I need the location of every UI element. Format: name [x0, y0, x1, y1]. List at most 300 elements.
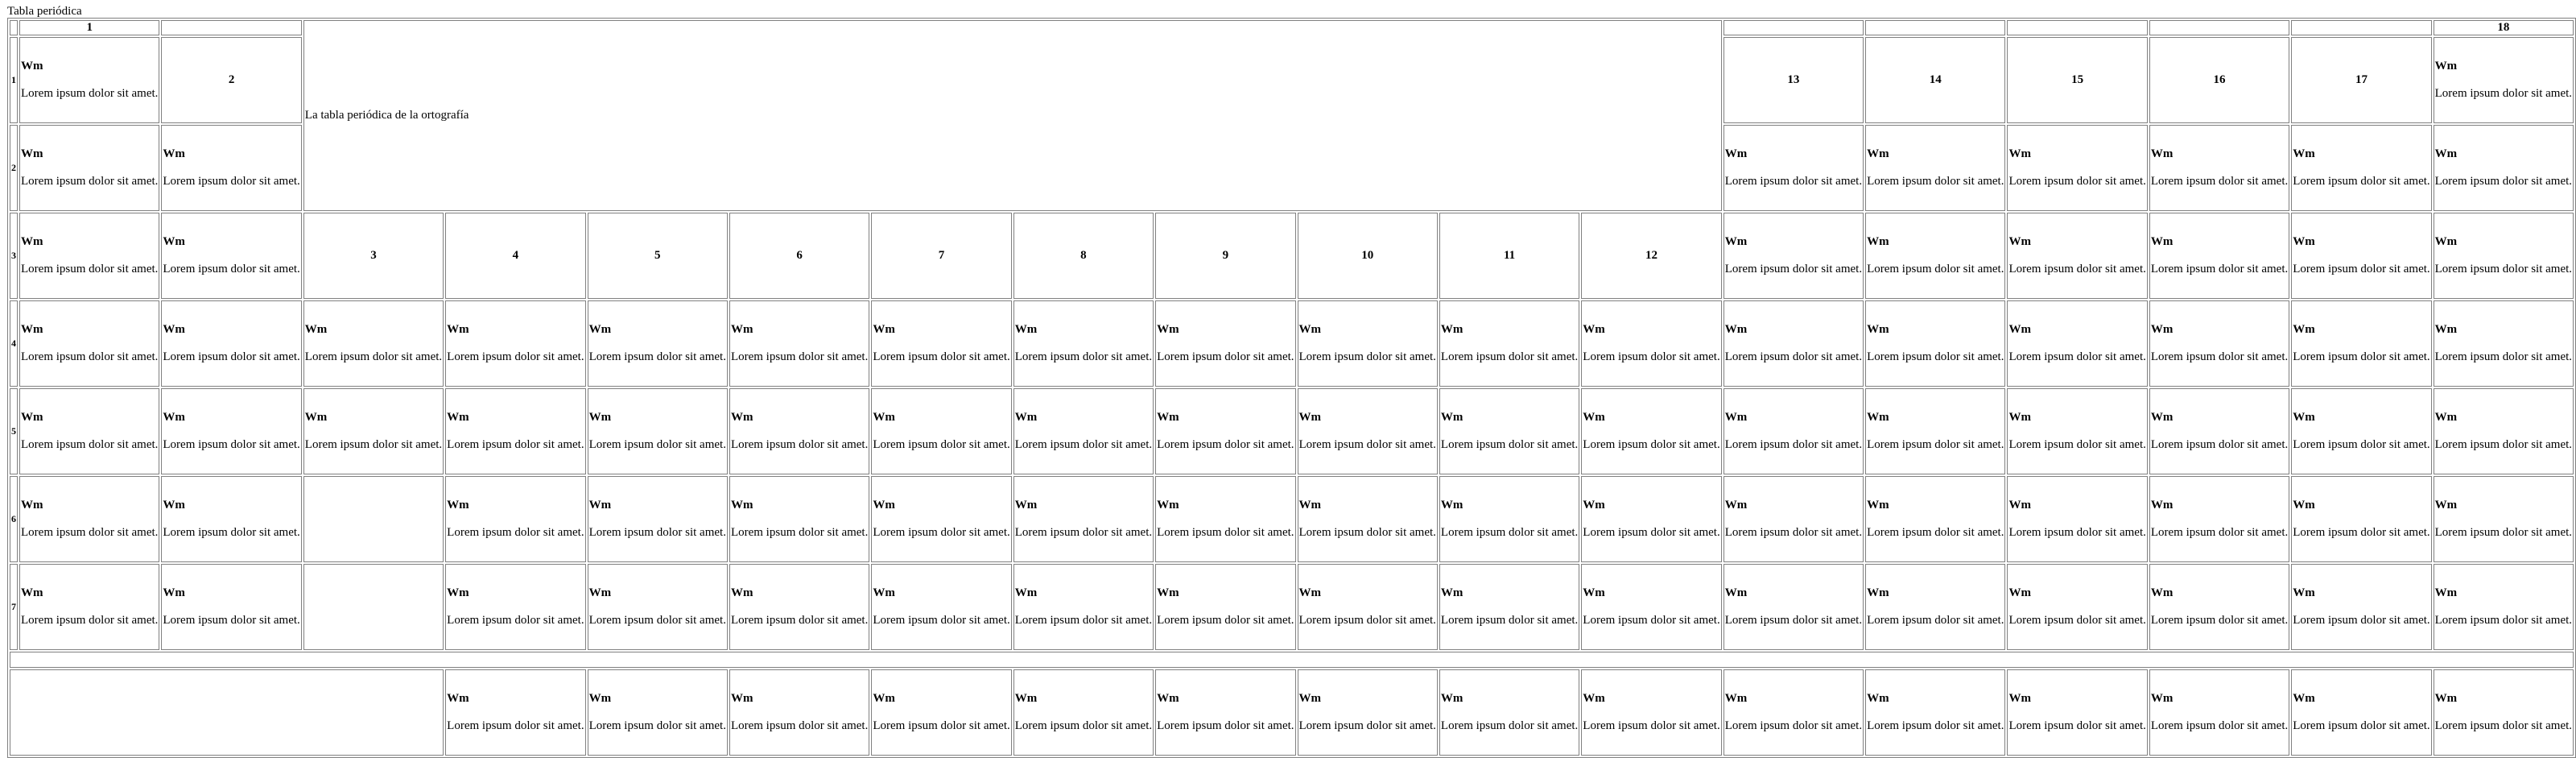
element-text: Lorem ipsum dolor sit amet. [730, 350, 869, 363]
element-text: Lorem ipsum dolor sit amet. [1867, 438, 2004, 451]
element-text: Lorem ipsum dolor sit amet. [1440, 526, 1579, 539]
element-text: Lorem ipsum dolor sit amet. [1440, 614, 1579, 627]
period-header: 6 [10, 476, 18, 562]
element-text: Lorem ipsum dolor sit amet. [447, 526, 584, 539]
element-text: Lorem ipsum dolor sit amet. [873, 719, 1010, 732]
element-cell [19, 213, 159, 299]
element-cell [1724, 669, 1864, 756]
element-cell [161, 125, 301, 211]
element-symbol: Wm [1157, 692, 1179, 705]
element-symbol: Wm [2434, 60, 2458, 72]
group-header-g13: 13 [1724, 37, 1864, 123]
element-symbol: Wm [163, 147, 185, 160]
element-cell [1865, 213, 2005, 299]
element-symbol: Wm [2008, 235, 2031, 248]
element-symbol: Wm [21, 147, 43, 160]
element-symbol: Wm [2150, 499, 2174, 512]
element-symbol: Wm [1440, 586, 1463, 599]
element-cell [588, 669, 728, 756]
element-symbol: Wm [730, 499, 753, 512]
element-symbol: Wm [1867, 147, 1889, 160]
element-text: Lorem ipsum dolor sit amet. [2293, 526, 2430, 539]
element-symbol: Wm [2008, 586, 2031, 599]
element-text: Lorem ipsum dolor sit amet. [2150, 719, 2289, 732]
group-header-empty [2149, 20, 2289, 35]
element-text: Lorem ipsum dolor sit amet. [1583, 719, 1720, 732]
element-cell [445, 564, 585, 650]
element-cell [2291, 125, 2431, 211]
element-cell [19, 37, 159, 123]
element-text: Lorem ipsum dolor sit amet. [2293, 614, 2430, 627]
element-symbol: Wm [873, 323, 895, 336]
element-cell [303, 300, 444, 387]
element-text: Lorem ipsum dolor sit amet. [2008, 526, 2146, 539]
element-symbol: Wm [1867, 586, 1889, 599]
element-text: Lorem ipsum dolor sit amet. [730, 719, 869, 732]
element-text: Lorem ipsum dolor sit amet. [1724, 350, 1863, 363]
element-symbol: Wm [2434, 235, 2458, 248]
period-row [10, 564, 2574, 650]
element-cell [1439, 300, 1579, 387]
element-cell [2149, 564, 2289, 650]
element-text: Lorem ipsum dolor sit amet. [304, 438, 443, 451]
element-symbol: Wm [873, 411, 895, 424]
element-cell [161, 388, 301, 474]
element-text: Lorem ipsum dolor sit amet. [1724, 614, 1863, 627]
element-symbol: Wm [2293, 235, 2315, 248]
element-symbol: Wm [21, 586, 43, 599]
element-text: Lorem ipsum dolor sit amet. [21, 350, 159, 363]
element-symbol: Wm [1724, 586, 1748, 599]
element-text: Lorem ipsum dolor sit amet. [873, 350, 1010, 363]
element-text: Lorem ipsum dolor sit amet. [21, 438, 159, 451]
element-cell [729, 564, 869, 650]
element-cell [1439, 564, 1579, 650]
element-cell [1724, 300, 1864, 387]
period-header: 1 [10, 37, 18, 123]
element-text: Lorem ipsum dolor sit amet. [447, 614, 584, 627]
element-text: Lorem ipsum dolor sit amet. [1014, 526, 1153, 539]
element-symbol: Wm [2150, 235, 2174, 248]
group-header-g8: 8 [1013, 213, 1154, 299]
element-text: Lorem ipsum dolor sit amet. [1014, 438, 1153, 451]
element-symbol: Wm [2434, 692, 2458, 705]
element-cell [1865, 669, 2005, 756]
element-symbol: Wm [730, 692, 753, 705]
spacer-row [10, 652, 2574, 668]
group-header-empty [2291, 20, 2431, 35]
period-header: 2 [10, 125, 18, 211]
group-header-empty [1724, 20, 1864, 35]
element-text: Lorem ipsum dolor sit amet. [1298, 614, 1436, 627]
element-text: Lorem ipsum dolor sit amet. [2008, 719, 2146, 732]
element-symbol: Wm [2008, 147, 2031, 160]
element-cell [1439, 476, 1579, 562]
element-symbol: Wm [1724, 692, 1748, 705]
element-symbol: Wm [1583, 586, 1605, 599]
element-cell [19, 125, 159, 211]
element-symbol: Wm [1157, 411, 1179, 424]
element-cell [2291, 564, 2431, 650]
element-symbol: Wm [1298, 499, 1322, 512]
element-text: Lorem ipsum dolor sit amet. [2434, 87, 2573, 100]
element-cell [729, 669, 869, 756]
element-cell [2149, 213, 2289, 299]
element-cell [1581, 564, 1721, 650]
element-cell [1581, 669, 1721, 756]
empty-cell [303, 476, 444, 562]
element-symbol: Wm [730, 586, 753, 599]
group-header-g17: 17 [2291, 37, 2431, 123]
element-text: Lorem ipsum dolor sit amet. [2293, 263, 2430, 275]
element-text: Lorem ipsum dolor sit amet. [2008, 263, 2146, 275]
element-cell [871, 476, 1011, 562]
element-symbol: Wm [1014, 692, 1038, 705]
period-header: 5 [10, 388, 18, 474]
element-symbol: Wm [2434, 147, 2458, 160]
element-cell [303, 388, 444, 474]
element-symbol: Wm [21, 60, 43, 72]
element-symbol: Wm [1298, 586, 1322, 599]
element-text: Lorem ipsum dolor sit amet. [2150, 438, 2289, 451]
element-text: Lorem ipsum dolor sit amet. [2293, 350, 2430, 363]
element-cell [1439, 669, 1579, 756]
element-cell [445, 388, 585, 474]
element-symbol: Wm [2293, 147, 2315, 160]
element-symbol: Wm [2293, 692, 2315, 705]
element-symbol: Wm [1583, 411, 1605, 424]
element-cell [1298, 300, 1438, 387]
element-cell [2007, 669, 2147, 756]
element-text: Lorem ipsum dolor sit amet. [1724, 175, 1863, 188]
element-text: Lorem ipsum dolor sit amet. [163, 614, 300, 627]
element-text: Lorem ipsum dolor sit amet. [2293, 719, 2430, 732]
element-symbol: Wm [2434, 411, 2458, 424]
element-cell [2434, 37, 2574, 123]
element-symbol: Wm [1157, 323, 1179, 336]
element-text: Lorem ipsum dolor sit amet. [447, 719, 584, 732]
element-cell [2291, 213, 2431, 299]
element-cell [2007, 125, 2147, 211]
element-cell [1581, 388, 1721, 474]
element-cell [1865, 300, 2005, 387]
element-cell [19, 300, 159, 387]
element-symbol: Wm [163, 235, 185, 248]
element-symbol: Wm [1724, 411, 1748, 424]
element-symbol: Wm [1014, 411, 1038, 424]
element-text: Lorem ipsum dolor sit amet. [1440, 350, 1579, 363]
element-text: Lorem ipsum dolor sit amet. [2008, 350, 2146, 363]
element-symbol: Wm [1867, 323, 1889, 336]
element-symbol: Wm [163, 411, 185, 424]
element-cell [2007, 388, 2147, 474]
element-symbol: Wm [1014, 586, 1038, 599]
element-cell [2291, 476, 2431, 562]
element-symbol: Wm [730, 411, 753, 424]
element-cell [588, 564, 728, 650]
element-symbol: Wm [2150, 411, 2174, 424]
group-header-g16: 16 [2149, 37, 2289, 123]
period-row [10, 388, 2574, 474]
element-text: Lorem ipsum dolor sit amet. [873, 526, 1010, 539]
element-symbol: Wm [588, 323, 612, 336]
element-cell [445, 669, 585, 756]
element-cell [1013, 388, 1154, 474]
element-cell [161, 564, 301, 650]
element-cell [2007, 213, 2147, 299]
group-header-g12: 12 [1581, 213, 1721, 299]
element-symbol: Wm [2150, 692, 2174, 705]
element-cell [1155, 564, 1295, 650]
element-symbol: Wm [2150, 147, 2174, 160]
element-cell [729, 388, 869, 474]
element-cell [1439, 388, 1579, 474]
element-cell [1724, 476, 1864, 562]
element-text: Lorem ipsum dolor sit amet. [1298, 526, 1436, 539]
element-symbol: Wm [1157, 586, 1179, 599]
element-cell [1155, 669, 1295, 756]
element-text: Lorem ipsum dolor sit amet. [1157, 614, 1294, 627]
element-cell [2291, 669, 2431, 756]
element-cell [588, 476, 728, 562]
element-text: Lorem ipsum dolor sit amet. [1583, 526, 1720, 539]
element-text: Lorem ipsum dolor sit amet. [1867, 263, 2004, 275]
element-cell [1155, 300, 1295, 387]
element-text: Lorem ipsum dolor sit amet. [163, 438, 300, 451]
element-text: Lorem ipsum dolor sit amet. [588, 350, 726, 363]
element-cell [2291, 388, 2431, 474]
element-text: Lorem ipsum dolor sit amet. [163, 526, 300, 539]
element-text: Lorem ipsum dolor sit amet. [2434, 719, 2573, 732]
group-header-g2: 2 [161, 37, 301, 123]
element-symbol: Wm [2293, 411, 2315, 424]
element-text: Lorem ipsum dolor sit amet. [1583, 438, 1720, 451]
element-symbol: Wm [2008, 692, 2031, 705]
group-header-g9: 9 [1155, 213, 1295, 299]
corner-cell [10, 20, 18, 35]
element-text: Lorem ipsum dolor sit amet. [2150, 350, 2289, 363]
element-cell [1865, 125, 2005, 211]
table-caption: Tabla periódica [7, 5, 82, 18]
element-text: Lorem ipsum dolor sit amet. [1724, 526, 1863, 539]
element-text: Lorem ipsum dolor sit amet. [1724, 263, 1863, 275]
element-cell [161, 476, 301, 562]
element-text: Lorem ipsum dolor sit amet. [1867, 719, 2004, 732]
group-header-empty [1865, 20, 2005, 35]
element-text: Lorem ipsum dolor sit amet. [1583, 614, 1720, 627]
element-symbol: Wm [1298, 692, 1322, 705]
group-header-g6: 6 [729, 213, 869, 299]
group-header-g14: 14 [1865, 37, 2005, 123]
element-cell [19, 388, 159, 474]
element-cell [2434, 388, 2574, 474]
element-symbol: Wm [1867, 499, 1889, 512]
element-text: Lorem ipsum dolor sit amet. [1014, 350, 1153, 363]
element-cell [2434, 125, 2574, 211]
element-symbol: Wm [1440, 692, 1463, 705]
element-symbol: Wm [2150, 323, 2174, 336]
element-cell [1298, 388, 1438, 474]
element-symbol: Wm [2434, 499, 2458, 512]
element-cell [1298, 476, 1438, 562]
element-cell [1155, 388, 1295, 474]
element-cell [871, 564, 1011, 650]
group-header-g10: 10 [1298, 213, 1438, 299]
element-text: Lorem ipsum dolor sit amet. [2434, 175, 2573, 188]
element-cell [2434, 300, 2574, 387]
element-cell [588, 300, 728, 387]
element-symbol: Wm [2434, 586, 2458, 599]
element-text: Lorem ipsum dolor sit amet. [21, 614, 159, 627]
element-symbol: Wm [2434, 323, 2458, 336]
element-symbol: Wm [2293, 323, 2315, 336]
spacer-cell [10, 652, 2574, 668]
element-cell [1013, 669, 1154, 756]
element-text: Lorem ipsum dolor sit amet. [1724, 438, 1863, 451]
element-symbol: Wm [447, 411, 469, 424]
element-symbol: Wm [1298, 323, 1322, 336]
element-text: Lorem ipsum dolor sit amet. [588, 614, 726, 627]
element-cell [2434, 564, 2574, 650]
element-text: Lorem ipsum dolor sit amet. [2008, 438, 2146, 451]
element-symbol: Wm [1724, 499, 1748, 512]
element-text: Lorem ipsum dolor sit amet. [2150, 175, 2289, 188]
element-text: Lorem ipsum dolor sit amet. [2434, 263, 2573, 275]
period-header: 4 [10, 300, 18, 387]
element-text: Lorem ipsum dolor sit amet. [730, 438, 869, 451]
element-symbol: Wm [2008, 499, 2031, 512]
element-symbol: Wm [21, 323, 43, 336]
element-symbol: Wm [1583, 499, 1605, 512]
element-text: Lorem ipsum dolor sit amet. [1583, 350, 1720, 363]
period-row [10, 476, 2574, 562]
element-cell [729, 300, 869, 387]
element-text: Lorem ipsum dolor sit amet. [1157, 526, 1294, 539]
element-cell [1013, 476, 1154, 562]
element-text: Lorem ipsum dolor sit amet. [447, 438, 584, 451]
element-text: Lorem ipsum dolor sit amet. [21, 263, 159, 275]
element-symbol: Wm [1724, 323, 1748, 336]
element-cell [445, 300, 585, 387]
element-symbol: Wm [2293, 499, 2315, 512]
element-cell [2434, 476, 2574, 562]
element-symbol: Wm [1014, 499, 1038, 512]
element-text: Lorem ipsum dolor sit amet. [1014, 719, 1153, 732]
element-symbol: Wm [730, 323, 753, 336]
element-text: Lorem ipsum dolor sit amet. [730, 526, 869, 539]
element-symbol: Wm [873, 586, 895, 599]
element-cell [1724, 388, 1864, 474]
element-text: Lorem ipsum dolor sit amet. [2293, 438, 2430, 451]
element-symbol: Wm [1867, 235, 1889, 248]
element-symbol: Wm [588, 411, 612, 424]
element-symbol: Wm [304, 411, 328, 424]
element-cell [1724, 213, 1864, 299]
element-text: Lorem ipsum dolor sit amet. [730, 614, 869, 627]
element-text: Lorem ipsum dolor sit amet. [163, 263, 300, 275]
element-cell [2007, 300, 2147, 387]
element-symbol: Wm [1440, 411, 1463, 424]
element-symbol: Wm [873, 499, 895, 512]
element-text: Lorem ipsum dolor sit amet. [1867, 614, 2004, 627]
element-symbol: Wm [873, 692, 895, 705]
element-symbol: Wm [447, 499, 469, 512]
element-cell [1155, 476, 1295, 562]
group-header-18: 18 [2434, 20, 2574, 35]
element-text: Lorem ipsum dolor sit amet. [588, 438, 726, 451]
element-symbol: Wm [1724, 235, 1748, 248]
element-cell [871, 669, 1011, 756]
element-text: Lorem ipsum dolor sit amet. [2434, 614, 2573, 627]
group-header-g5: 5 [588, 213, 728, 299]
element-symbol: Wm [1440, 499, 1463, 512]
element-text: Lorem ipsum dolor sit amet. [1298, 438, 1436, 451]
element-symbol: Wm [2293, 586, 2315, 599]
element-symbol: Wm [1724, 147, 1748, 160]
element-symbol: Wm [2150, 586, 2174, 599]
element-text: Lorem ipsum dolor sit amet. [1157, 350, 1294, 363]
element-text: Lorem ipsum dolor sit amet. [1157, 719, 1294, 732]
element-symbol: Wm [1157, 499, 1179, 512]
element-cell [2149, 388, 2289, 474]
element-text: Lorem ipsum dolor sit amet. [1867, 350, 2004, 363]
element-cell [871, 388, 1011, 474]
element-cell [1724, 125, 1864, 211]
element-cell [1013, 300, 1154, 387]
element-cell [1865, 476, 2005, 562]
element-text: Lorem ipsum dolor sit amet. [1440, 438, 1579, 451]
group-header-g4: 4 [445, 213, 585, 299]
element-symbol: Wm [588, 499, 612, 512]
element-text: Lorem ipsum dolor sit amet. [2293, 175, 2430, 188]
period-row [10, 213, 2574, 299]
element-symbol: Wm [1298, 411, 1322, 424]
element-text: Lorem ipsum dolor sit amet. [2008, 175, 2146, 188]
group-header-empty [2007, 20, 2147, 35]
element-cell [1865, 388, 2005, 474]
element-text: Lorem ipsum dolor sit amet. [1298, 719, 1436, 732]
element-cell [1298, 564, 1438, 650]
element-text: Lorem ipsum dolor sit amet. [2150, 614, 2289, 627]
element-cell [729, 476, 869, 562]
element-symbol: Wm [2008, 411, 2031, 424]
element-text: Lorem ipsum dolor sit amet. [2150, 263, 2289, 275]
element-symbol: Wm [304, 323, 328, 336]
element-cell [1581, 300, 1721, 387]
element-cell [1865, 564, 2005, 650]
element-symbol: Wm [588, 586, 612, 599]
element-text: Lorem ipsum dolor sit amet. [21, 175, 159, 188]
period-row [10, 300, 2574, 387]
element-symbol: Wm [21, 499, 43, 512]
element-text: Lorem ipsum dolor sit amet. [2434, 438, 2573, 451]
element-symbol: Wm [588, 692, 612, 705]
periodic-table [7, 18, 2576, 758]
element-symbol: Wm [2008, 323, 2031, 336]
element-symbol: Wm [163, 323, 185, 336]
element-cell [2149, 476, 2289, 562]
element-text: Lorem ipsum dolor sit amet. [1157, 438, 1294, 451]
group-header-1: 1 [19, 20, 159, 35]
element-symbol: Wm [21, 411, 43, 424]
element-cell [2434, 669, 2574, 756]
period-header: 3 [10, 213, 18, 299]
element-symbol: Wm [21, 235, 43, 248]
element-text: Lorem ipsum dolor sit amet. [588, 526, 726, 539]
element-text: Lorem ipsum dolor sit amet. [873, 614, 1010, 627]
element-text: Lorem ipsum dolor sit amet. [447, 350, 584, 363]
element-cell [2007, 476, 2147, 562]
